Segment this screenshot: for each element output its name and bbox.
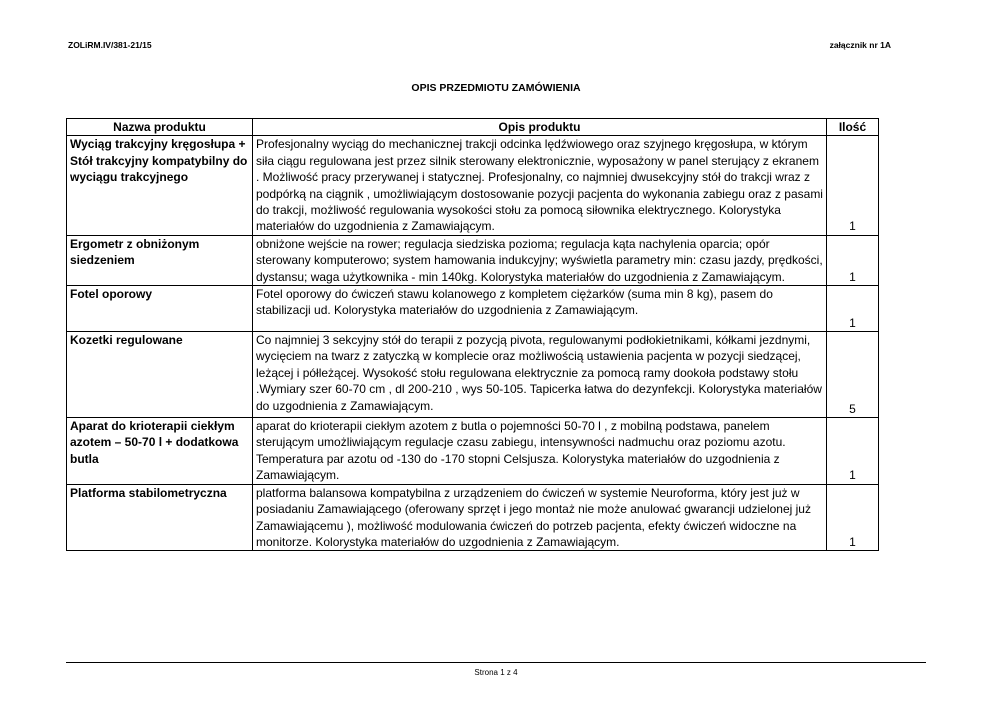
product-quantity: 1 — [827, 286, 879, 332]
footer-divider — [66, 662, 926, 663]
table-row — [67, 136, 879, 235]
product-description: Co najmniej 3 sekcyjny stół do terapii z pozycją pivota, regulowanymi podłokietnikami, kółkami jezdnymi, wycięciem na twarz z zatyczką w komplecie oraz możliwością ustawienia pacjenta w pozycji siedzącej, leżącej i półleżącej. Wysokość stołu regulowana elektrycznie za pomocą ramy dookoła podstawy stołu .Wymiary szer 60-70 cm , dl 200-210 , wys 50-105. Tapicerka łatwa do dezynfekcji. Kolorystyka materiałów do uzgodnienia z Zamawiającym. — [253, 332, 827, 418]
product-quantity: 1 — [827, 235, 879, 285]
column-header-description: Opis produktu — [253, 119, 827, 136]
document-reference: ZOLiRM.IV/381-21/15 — [68, 40, 152, 50]
product-name: Wyciąg trakcyjny kręgosłupa + Stół trakcyjny kompatybilny do wyciągu trakcyjnego — [67, 136, 253, 235]
product-name: Ergometr z obniżonym siedzeniem — [67, 235, 253, 285]
column-header-quantity: Ilość — [827, 119, 879, 136]
table-header-row — [67, 119, 879, 136]
table-row — [67, 418, 879, 485]
product-name: Kozetki regulowane — [67, 332, 253, 418]
product-table — [66, 118, 879, 551]
product-description: platforma balansowa kompatybilna z urządzeniem do ćwiczeń w systemie Neuroforma, który jest już w posiadaniu Zamawiającego (oferowany sprzęt i jego montaż nie może anulować gwarancji udzielonej już Zamawiającemu ), możliwość modulowania ćwiczeń do potrzeb pacjenta, efekty ćwiczeń widoczne na monitorze. Kolorystyka materiałów do uzgodnienia z Zamawiającym. — [253, 484, 827, 551]
attachment-label: załącznik nr 1A — [829, 40, 891, 50]
product-quantity: 1 — [827, 418, 879, 485]
table-row — [67, 235, 879, 285]
product-description: aparat do krioterapii ciekłym azotem z butla o pojemności 50-70 l , z mobilną podstawa, panelem sterującym umożliwiającym regulacje czasu zabiegu, intensywności nadmuchu oraz poziomu azotu. Temperatura par azotu od -130 do -170 stopni Celsjusza. Kolorystyka materiałów do uzgodnienia z Zamawiającym. — [253, 418, 827, 485]
product-description: Profesjonalny wyciąg do mechanicznej trakcji odcinka lędźwiowego oraz szyjnego kręgosłupa, w którym siła ciągu regulowana jest przez silnik sterowany elektronicznie, wyposażony w panel sterujący z ekranem . Możliwość pracy przerywanej i statycznej. Profesjonalny, co najmniej dwusekcyjny stół do trakcji wraz z podpórką na ciągnik , umożliwiającym dostosowanie pozycji pacjenta do wykonania zabiegu oraz z pasami do trakcji, możliwość regulowania wysokości stołu za pomocą siłownika elektrycznego. Kolorystyka materiałów do uzgodnienia z Zamawiającym. — [253, 136, 827, 235]
product-quantity: 1 — [827, 136, 879, 235]
product-description: Fotel oporowy do ćwiczeń stawu kolanowego z kompletem ciężarków (suma min 8 kg), pasem do stabilizacji ud. Kolorystyka materiałów do uzgodnienia z Zamawiającym. — [253, 286, 827, 332]
product-name: Fotel oporowy — [67, 286, 253, 332]
table-row — [67, 332, 879, 418]
product-name: Platforma stabilometryczna — [67, 484, 253, 551]
product-quantity: 1 — [827, 484, 879, 551]
table-row — [67, 286, 879, 332]
product-quantity: 5 — [827, 332, 879, 418]
page-title: OPIS PRZEDMIOTU ZAMÓWIENIA — [411, 82, 581, 94]
product-name: Aparat do krioterapii ciekłym azotem – 50-70 l + dodatkowa butla — [67, 418, 253, 485]
page-number: Strona 1 z 4 — [474, 668, 518, 677]
product-description: obniżone wejście na rower; regulacja siedziska pozioma; regulacja kąta nachylenia oparcia; opór sterowany komputerowo; system hamowania indukcyjny; wyświetla parametry min: czasu jazdy, prędkości, dystansu; waga użytkownika - min 140kg. Kolorystyka materiałów do uzgodnienia z Zamawiającym. — [253, 235, 827, 285]
column-header-name: Nazwa produktu — [67, 119, 253, 136]
table-row — [67, 484, 879, 551]
